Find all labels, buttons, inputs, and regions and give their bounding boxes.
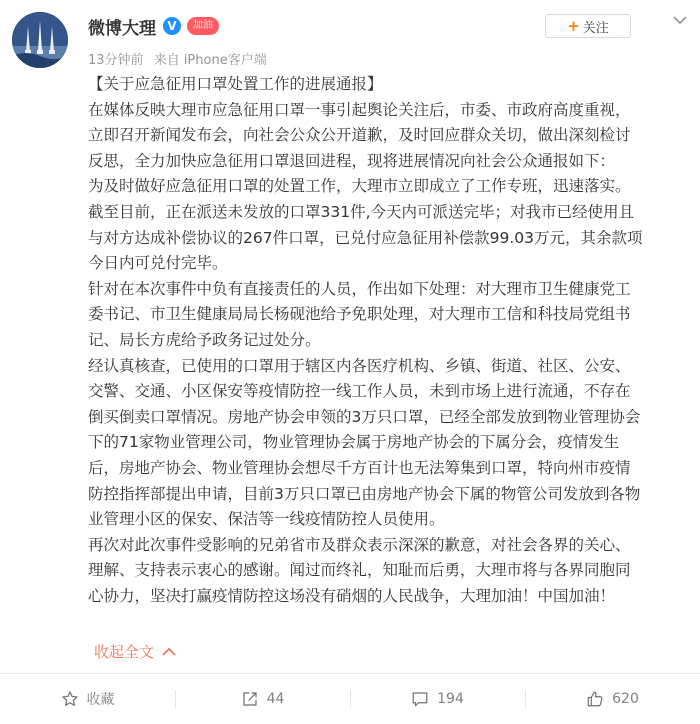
avatar[interactable] [12,12,68,68]
post-source: 来自 iPhone客户端 [153,53,267,68]
post-line: 今日内可兑付完毕。 [88,254,228,273]
account-name[interactable]: 微博大理 [88,18,156,39]
chevron-up-icon [162,647,176,656]
collapse-full-text-link[interactable] [94,641,176,662]
post-line: 理解、支持表示衷心的感谢。闻过而终礼，知耻而后勇，大理市将与各界同胞同 [88,561,631,580]
repost-icon [241,690,259,708]
collapse-label: 收起全文 [94,643,155,661]
verified-v-icon: V [163,17,181,35]
post-line: 记、局长方虎给予政务记过处分。 [88,330,321,349]
chevron-down-icon[interactable] [672,12,688,28]
follow-button[interactable] [545,14,631,38]
star-icon [61,690,79,708]
comment-button[interactable] [350,674,525,724]
post-line: 倒买倒卖口罩情况。房地产协会申领的3万只口罩，已经全部发放到物业管理协会 [88,407,641,426]
post-line: 经认真核查，已使用的口罩用于辖区内各医疗机构、乡镇、街道、社区、公安、 [88,356,631,375]
post-time: 13分钟前 [88,53,144,68]
post-line: 心协力，坚决打赢疫情防控这场没有硝烟的人民战争，大理加油！中国加油！ [88,586,616,605]
favorite-label: 收藏 [86,692,115,708]
action-bar [0,674,700,724]
post-line: 业管理小区的保安、保洁等一线疫情防控人员使用。 [88,510,445,529]
repost-button[interactable] [175,674,350,724]
like-button[interactable] [525,674,700,724]
post-line: 再次对此次事件受影响的兄弟省市及群众表示深深的歉意，对社会各界的关心、 [88,535,631,554]
comment-icon [411,690,429,708]
post-line: 与对方达成补偿协议的267件口罩，已兑付应急征用补偿款99.03万元，其余款项 [88,228,643,247]
post-line: 截至目前，正在派送未发放的口罩331件,今天内可派送完毕；对我市已经使用且 [88,202,635,221]
favorite-button[interactable] [0,674,175,724]
comment-count: 194 [437,691,464,707]
post-line: 交警、交通、小区保安等疫情防控一线工作人员，未到市场上进行流通，不存在 [88,382,631,401]
plus-icon: + [567,17,580,35]
follow-button-label: 关注 [582,20,609,36]
post-header [0,0,700,72]
post-line: 反思，全力加快应急征用口罩退回进程，现将进展情况向社会公众通报如下： [88,151,616,170]
post-line: 立即召开新闻发布会，向社会公众公开道歉，及时回应群众关切，做出深刻检讨 [88,126,631,145]
post-line: 在媒体反映大理市应急征用口罩一事引起舆论关注后，市委、市政府高度重视， [88,100,631,119]
post-line: 委书记、市卫生健康局局长杨砚池给予免职处理，对大理市工信和科技局党组书 [88,305,631,324]
post-line: 防控指挥部提出申请，目前3万只口罩已由房地产协会下属的物管公司发放到各物 [88,484,641,503]
post-meta [88,49,267,68]
thumbs-up-icon [586,690,604,708]
post-line: 为及时做好应急征用口罩的处置工作，大理市立即成立了工作专班，迅速落实。 [88,177,631,196]
like-count: 620 [612,691,639,707]
post-line: 下的71家物业管理公司，物业管理协会属于房地产协会的下属分会，疫情发生 [88,433,620,452]
status-badge: 加油 [187,17,219,35]
post-line: 【关于应急征用口罩处置工作的进展通报】 [88,75,383,93]
post-line: 针对在本次事件中负有直接责任的人员，作出如下处理：对大理市卫生健康党工 [88,279,631,298]
post-content [88,72,688,609]
repost-count: 44 [266,691,285,707]
name-row [88,14,219,38]
post-line: 后，房地产协会、物业管理协会想尽千方百计也无法筹集到口罩，特向州市疫情 [88,458,631,477]
